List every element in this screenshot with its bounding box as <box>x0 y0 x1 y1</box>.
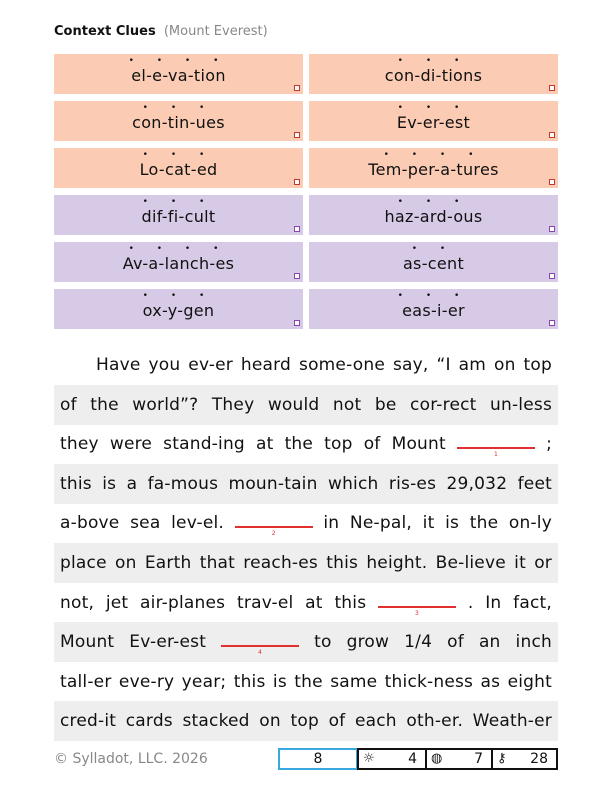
passage-text <box>60 553 552 573</box>
vocab-card <box>309 289 558 329</box>
vocab-card <box>54 289 303 329</box>
checkbox[interactable] <box>549 226 555 232</box>
stat-sun-value: 4 <box>408 751 417 767</box>
vocab-card <box>309 148 558 188</box>
passage-text <box>60 474 552 494</box>
vocab-card <box>54 54 303 94</box>
vocab-card <box>309 101 558 141</box>
stat-key <box>493 750 556 768</box>
passage-text-part: cred-it cards stacked on top of each oth-er. Weath-er <box>60 711 552 732</box>
vocab-word: Ev-er-est <box>396 113 471 132</box>
passage-line <box>54 543 558 583</box>
blank-number: 1 <box>493 451 498 459</box>
checkbox[interactable] <box>294 226 300 232</box>
vocab-card <box>54 242 303 282</box>
stat-apple <box>427 750 491 768</box>
passage-line <box>54 385 558 425</box>
stat-apple-value: 7 <box>474 751 483 767</box>
syllable-dots: • • • <box>142 197 215 207</box>
syllable-dots: • • • <box>397 291 470 301</box>
passage-text-part: not, jet air-planes trav-el at this <box>60 592 367 613</box>
syllable-dots: • • • <box>397 103 470 113</box>
passage-line <box>54 583 558 623</box>
checkbox[interactable] <box>549 132 555 138</box>
vocab-word: el-e-va-tion <box>131 66 226 85</box>
passage-text-part: they were stand-ing at the top of Mount <box>60 434 446 455</box>
vocab-word: as-cent <box>402 254 465 273</box>
vocab-card <box>54 101 303 141</box>
vocab-card <box>54 148 303 188</box>
stats-box <box>357 748 558 770</box>
passage-line <box>54 464 558 504</box>
vocab-word: Lo-cat-ed <box>139 160 218 179</box>
vocab-word: haz-ard-ous <box>384 207 483 226</box>
passage-text <box>96 355 552 375</box>
vocab-card <box>309 242 558 282</box>
page-header <box>54 24 268 39</box>
checkbox[interactable] <box>549 320 555 326</box>
blank-number: 2 <box>271 530 276 538</box>
passage-line <box>54 424 558 464</box>
passage-text <box>60 672 552 692</box>
passage-text-part: of the world”? They would not be cor-rect un-less <box>60 394 552 415</box>
passage-text <box>60 513 552 538</box>
blank-number: 3 <box>415 609 420 617</box>
passage-text-part: to grow 1/4 of an inch <box>314 632 552 653</box>
passage-line <box>54 701 558 741</box>
syllable-dots: • • • <box>142 150 215 160</box>
passage-line <box>54 503 558 543</box>
copyright-text: © Sylladot, LLC. 2026 <box>54 751 208 767</box>
passage-text-part: ; <box>546 434 552 455</box>
page-title: Context Clues <box>54 24 156 39</box>
vocab-card <box>309 54 558 94</box>
answer-blank[interactable] <box>235 514 313 538</box>
stat-sun <box>359 750 425 768</box>
checkbox[interactable] <box>294 85 300 91</box>
passage-text-part: tall-er eve-ry year; this is the same thick-ness as eight <box>60 671 552 692</box>
passage-text-part: a-bove sea lev-el. <box>60 513 225 534</box>
apple-icon: ◍ <box>431 751 443 766</box>
page-footer <box>54 748 558 772</box>
vocab-word: dif-fi-cult <box>141 207 216 226</box>
checkbox[interactable] <box>549 179 555 185</box>
page-number: 8 <box>278 748 358 770</box>
passage-text <box>60 592 552 617</box>
syllable-dots: • • • • <box>128 56 229 66</box>
vocab-word: con-tin-ues <box>132 113 225 132</box>
syllable-dots: • • • • <box>383 150 484 160</box>
checkbox[interactable] <box>294 273 300 279</box>
passage-line <box>54 345 558 385</box>
passage-line <box>54 662 558 702</box>
passage-text-part: this is a fa-mous moun-tain which ris-es 29,032 feet <box>60 473 552 494</box>
answer-blank[interactable] <box>457 435 535 459</box>
checkbox[interactable] <box>294 132 300 138</box>
passage-text <box>60 395 552 415</box>
syllable-dots: • • • <box>397 197 470 207</box>
syllable-dots: • • • • <box>128 244 229 254</box>
passage-text-part: . In fact, <box>467 592 552 613</box>
syllable-dots: • • • <box>142 103 215 113</box>
passage-text <box>60 711 552 731</box>
answer-blank[interactable] <box>221 633 299 657</box>
passage-text <box>60 434 552 459</box>
vocab-word: eas-i-er <box>402 301 465 320</box>
sun-icon: ☼ <box>363 751 375 766</box>
checkbox[interactable] <box>294 179 300 185</box>
vocab-word: Av-a-lanch-es <box>122 254 235 273</box>
stat-key-value: 28 <box>530 751 548 767</box>
passage-text-part: Have you ev-er heard some-one say, “I am on top <box>96 355 552 375</box>
key-icon: ⚷ <box>497 751 507 766</box>
vocab-word: con-di-tions <box>384 66 483 85</box>
vocab-word: Tem-per-a-tures <box>368 160 499 179</box>
passage-text-part: place on Earth that reach-es this height. Be-lieve it or <box>60 553 552 573</box>
blank-number: 4 <box>258 649 263 657</box>
syllable-dots: • • • <box>142 291 215 301</box>
answer-blank[interactable] <box>378 594 456 617</box>
vocab-word: ox-y-gen <box>142 301 215 320</box>
passage-text-part: in Ne-pal, it is the on-ly <box>323 513 552 534</box>
vocab-card <box>54 195 303 235</box>
passage-line <box>54 622 558 662</box>
syllable-dots: • • <box>411 244 456 254</box>
passage-text-part: Mount Ev-er-est <box>60 632 207 653</box>
vocab-card <box>309 195 558 235</box>
syllable-dots: • • • <box>397 56 470 66</box>
passage-text <box>60 632 552 657</box>
checkbox[interactable] <box>549 273 555 279</box>
checkbox[interactable] <box>294 320 300 326</box>
page-subtitle: (Mount Everest) <box>163 24 268 39</box>
checkbox[interactable] <box>549 85 555 91</box>
